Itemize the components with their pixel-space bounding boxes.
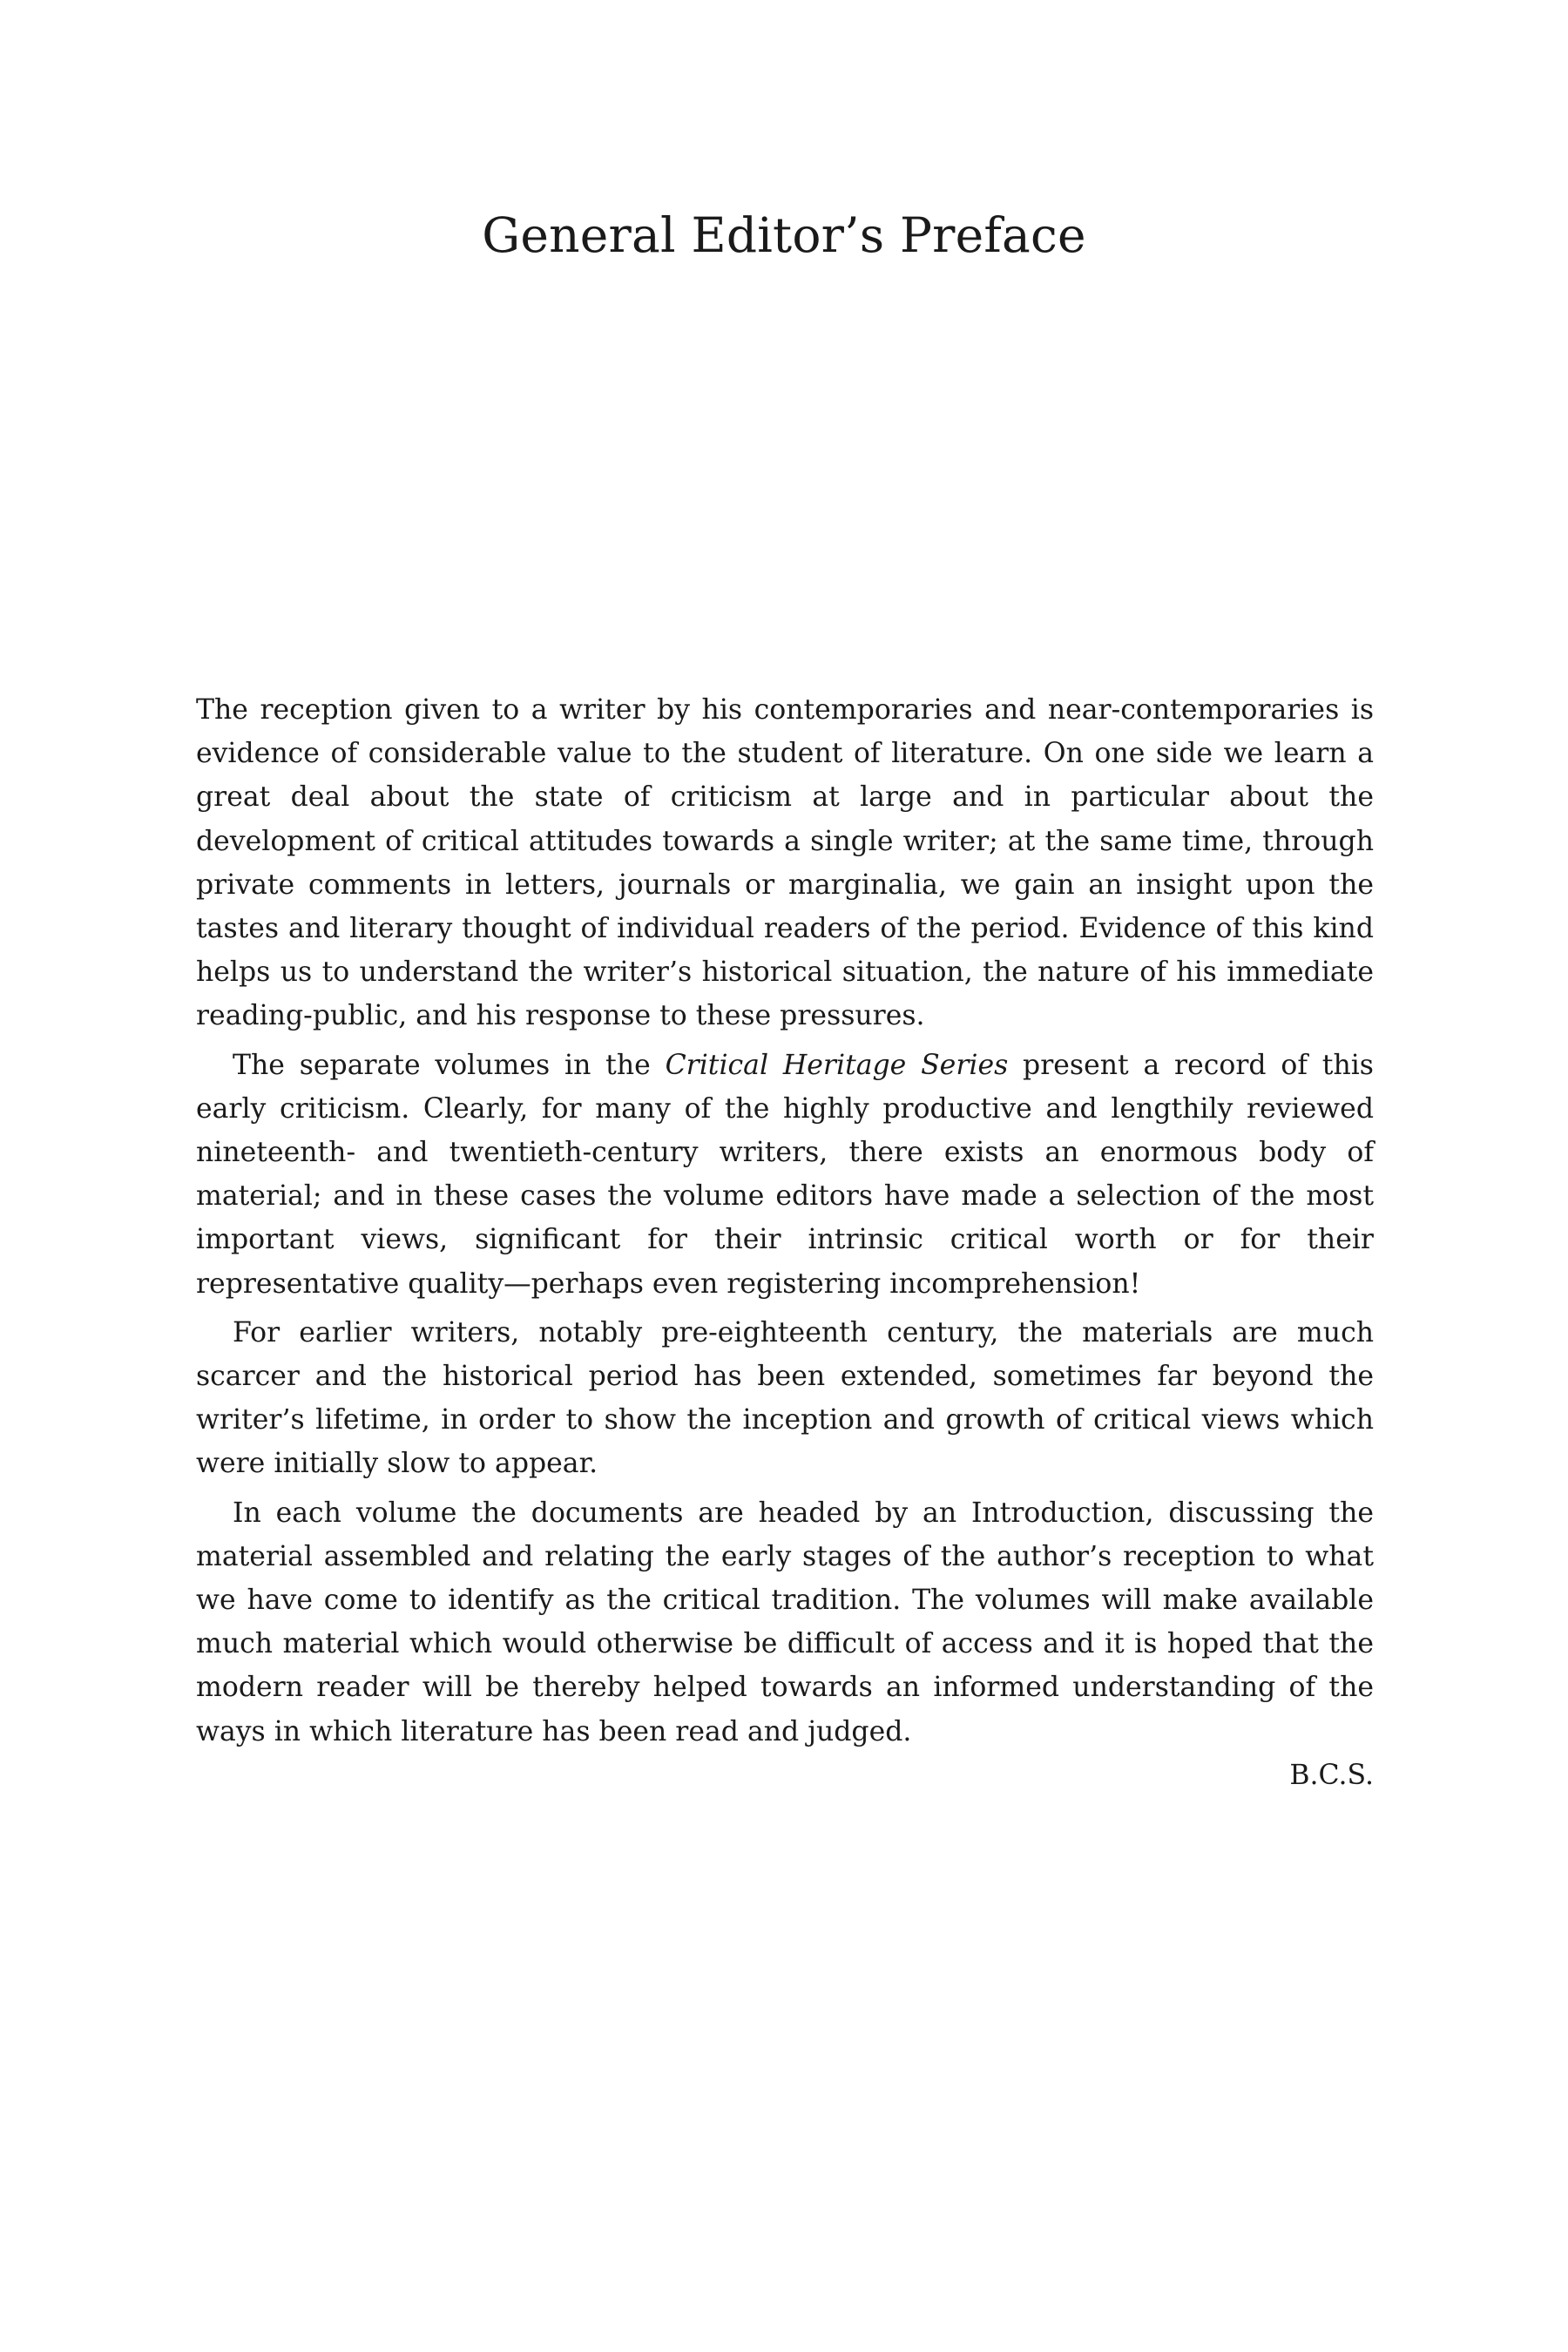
paragraph-text-rest: present a record of this early criticism. Clearly, for many of the highly productive and lengthily reviewed nineteenth- and twentieth-century writers, there exists an enormous body of material; and in these cases the volume editors have made a selection of the most important views, significant for their intrinsic critical worth or for their representative quality—perhaps even registering incomprehension! xyxy=(196,1049,1374,1300)
paragraph-separate-volumes xyxy=(196,1044,1374,1306)
series-title: Critical Heritage Series xyxy=(665,1049,1009,1081)
paragraph-earlier-writers: For earlier writers, notably pre-eighteenth century, the materials are much scarcer and the historical period has been extended, sometimes far beyond the writer’s lifetime, in order to show the inception and growth of critical views which were initially slow to appear. xyxy=(196,1316,1374,1480)
paragraph-reception: The reception given to a writer by his contemporaries and near-contemporaries is evidence of considerable value to the student of literature. On one side we learn a great deal about the state of criticism at large and in particular about the development of critical attitudes towards a single writer; at the same time, through private comments in letters, journals or marginalia, we gain an insight upon the tastes and literary thought of individual readers of the period. Evidence of this kind helps us to understand the writer’s historical situation, the nature of his immediate reading-public, and his response to these pressures. xyxy=(196,694,1374,1032)
paragraph-text-lead: The separate volumes in the xyxy=(233,1049,666,1081)
paragraph-each-volume: In each volume the documents are headed by an Introduction, discussing the material assembled and relating the early stages of the author’s reception to what we have come to identify as the critical tradition. The volumes will make available much material which would otherwise be difficult of access and it is hoped that the modern reader will be thereby helped towards an informed understanding of the ways in which literature has been read and judged. xyxy=(196,1497,1374,1747)
editor-signature: B.C.S. xyxy=(1289,1759,1374,1791)
preface-body xyxy=(196,688,1374,1797)
page-title: General Editor’s Preface xyxy=(482,207,1086,263)
